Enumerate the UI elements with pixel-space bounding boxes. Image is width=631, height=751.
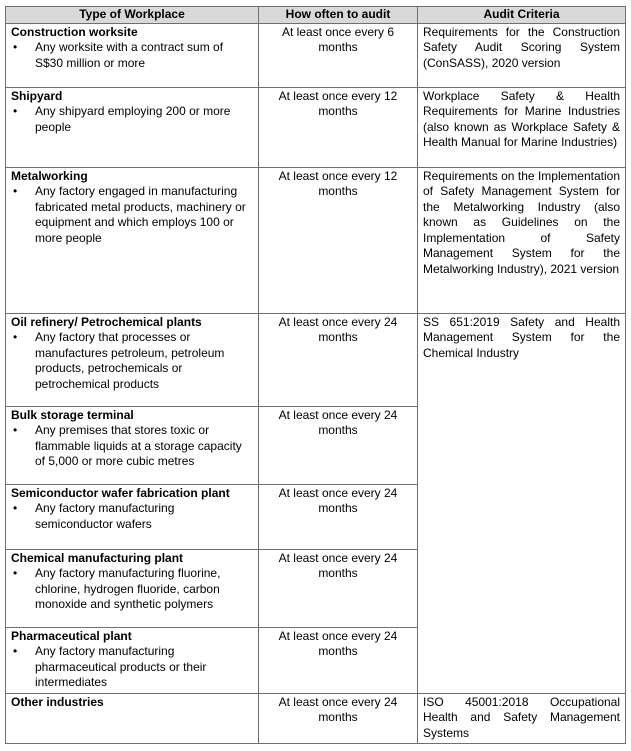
audit-table [5,6,626,744]
workplace-cell [6,23,259,87]
audit-frequency: At least once every 12 months [259,87,418,167]
header-type-of-workplace: Type of Workplace [6,7,259,24]
workplace-criterion: • Any factory manufacturing semiconductor wafers [11,501,253,532]
audit-criteria: Workplace Safety & Health Requirements for Marine Industries (also known as Workplace Safety & Health Manual for Marine Industries) [418,87,626,167]
workplace-cell [6,549,259,627]
table-row [6,313,626,406]
header-audit-criteria: Audit Criteria [418,7,626,24]
workplace-criterion: • Any factory that processes or manufactures petroleum, petroleum products, petrochemicals or petrochemical products [11,330,253,392]
audit-frequency: At least once every 24 months [259,406,418,484]
workplace-cell [6,484,259,549]
workplace-title: Pharmaceutical plant [11,628,132,643]
workplace-criterion: • Any factory manufacturing fluorine, chlorine, hydrogen fluoride, carbon monoxide and synthetic polymers [11,566,253,613]
audit-frequency: At least once every 24 months [259,484,418,549]
audit-frequency: At least once every 24 months [259,627,418,693]
header-how-often-to-audit: How often to audit [259,7,418,24]
audit-criteria: Requirements on the Implementation of Safety Management System for the Metalworking Industry (also known as Guidelines on the Implementation of Safety Management System for the Metalworking Industry), 2021 version [418,167,626,313]
workplace-title: Semiconductor wafer fabrication plant [11,485,230,500]
workplace-title: Metalworking [11,168,88,183]
workplace-title: Bulk storage terminal [11,407,134,422]
workplace-title: Chemical manufacturing plant [11,550,184,565]
audit-criteria: ISO 45001:2018 Occupational Health and Safety Management Systems [418,693,626,744]
audit-frequency: At least once every 6 months [259,23,418,87]
workplace-title: Oil refinery/ Petrochemical plants [11,314,202,329]
table-row [6,167,626,313]
header-row [6,7,626,24]
workplace-criterion: • Any shipyard employing 200 or more people [11,104,253,135]
audit-frequency: At least once every 24 months [259,313,418,406]
workplace-title: Other industries [11,694,104,709]
workplace-title: Shipyard [11,88,63,103]
workplace-criterion: • Any worksite with a contract sum of S$30 million or more [11,40,253,71]
workplace-cell [6,627,259,693]
audit-frequency: At least once every 24 months [259,693,418,744]
table-row [6,87,626,167]
workplace-criterion: • Any premises that stores toxic or flammable liquids at a storage capacity of 5,000 or more cubic metres [11,423,253,470]
workplace-criterion: • Any factory manufacturing pharmaceutical products or their intermediates [11,644,253,691]
table-row [6,693,626,744]
table-row [6,23,626,87]
workplace-cell [6,693,259,744]
audit-frequency: At least once every 24 months [259,549,418,627]
workplace-criterion: • Any factory engaged in manufacturing fabricated metal products, machinery or equipment and which employs 100 or more people [11,184,253,246]
workplace-cell [6,406,259,484]
audit-frequency: At least once every 12 months [259,167,418,313]
audit-criteria: Requirements for the Construction Safety Audit Scoring System (ConSASS), 2020 version [418,23,626,87]
workplace-title: Construction worksite [11,24,138,39]
workplace-cell [6,313,259,406]
audit-criteria: SS 651:2019 Safety and Health Management System for the Chemical Industry [418,313,626,693]
workplace-cell [6,167,259,313]
workplace-cell [6,87,259,167]
